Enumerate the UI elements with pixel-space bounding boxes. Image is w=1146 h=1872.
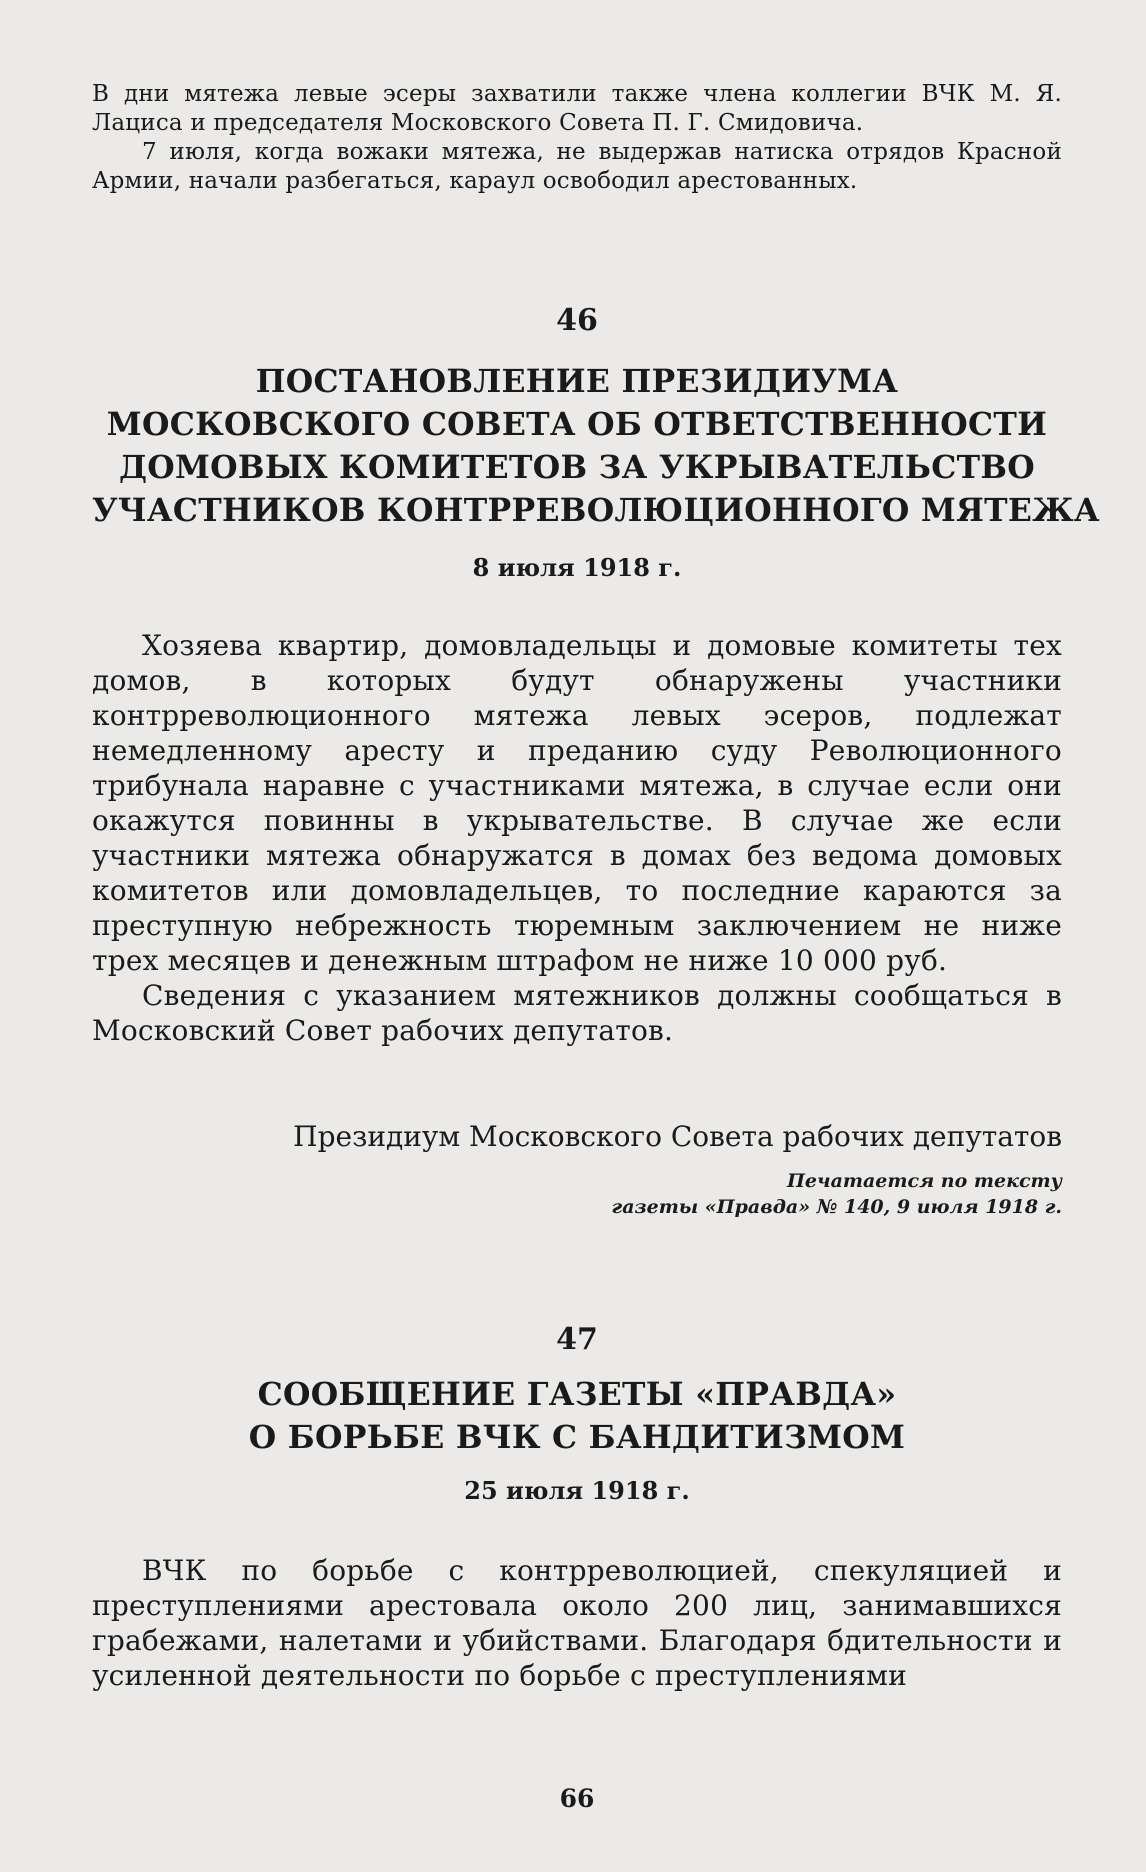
doc-46-source-line: газеты «Правда» № 140, 9 июля 1918 г. <box>611 1196 1062 1218</box>
doc-46-body <box>92 628 1062 1048</box>
doc-46-title-line: МОСКОВСКОГО СОВЕТА ОБ ОТВЕТСТВЕННОСТИ <box>106 406 1048 443</box>
doc-46-paragraph: Хозяева квартир, домовладельцы и домовые комитеты тех домов, в которых будут обнаружены участники контрреволюционного мятежа левых эсеров, подлежат немедленному аресту и преданию суду Революционного трибунала наравне с участниками мятежа, в случае если они окажутся повинны в укрывательстве. В случае же если участники мятежа обнаружатся в домах без ведома домовых комитетов или домовладельцев, то последние караются за преступную небрежность тюремным заключением не ниже трех месяцев и денежным штрафом не ниже 10 000 руб. <box>92 629 1062 977</box>
doc-46-title-line: ДОМОВЫХ КОМИТЕТОВ ЗА УКРЫВАТЕЛЬСТВО <box>118 449 1036 486</box>
doc-46-source <box>92 1168 1062 1220</box>
doc-46-title-line: УЧАСТНИКОВ КОНТРРЕВОЛЮЦИОННОГО МЯТЕЖА <box>92 492 1100 529</box>
doc-46-source-line: Печатается по тексту <box>786 1170 1062 1192</box>
doc-47-body <box>92 1553 1062 1693</box>
doc-46-signature: Президиум Московского Совета рабочих депутатов <box>293 1120 1062 1153</box>
doc-47-paragraph: ВЧК по борьбе с контрреволюцией, спекуляцией и преступлениями арестовала около 200 лиц, занимавшихся грабежами, налетами и убийствами. Благодаря бдительности и усиленной деятельности по борьбе с преступлениями <box>92 1554 1062 1692</box>
doc-46-title <box>92 360 1100 532</box>
doc-46-date: 8 июля 1918 г. <box>472 553 682 582</box>
page-number: 66 <box>559 1784 595 1813</box>
doc-47-title <box>92 1373 1062 1459</box>
doc-46-title-line: ПОСТАНОВЛЕНИЕ ПРЕЗИДИУМА <box>255 363 899 400</box>
intro-notes <box>92 80 1062 196</box>
intro-paragraph-1: В дни мятежа левые эсеры захватили также члена коллегии ВЧК М. Я. Лациса и председателя Московского Совета П. Г. Смидовича. <box>92 81 1062 136</box>
doc-46-number: 46 <box>556 303 598 338</box>
doc-47-number: 47 <box>556 1322 598 1357</box>
doc-47-title-line: СООБЩЕНИЕ ГАЗЕТЫ «ПРАВДА» <box>257 1376 897 1413</box>
doc-46-paragraph: Сведения с указанием мятежников должны сообщаться в Московский Совет рабочих депутатов. <box>92 979 1062 1047</box>
doc-47-date: 25 июля 1918 г. <box>464 1476 690 1505</box>
doc-47-title-line: О БОРЬБЕ ВЧК С БАНДИТИЗМОМ <box>248 1419 906 1456</box>
intro-paragraph-2: 7 июля, когда вожаки мятежа, не выдержав натиска отрядов Красной Армии, начали разбегаться, караул освободил арестованных. <box>92 139 1062 194</box>
